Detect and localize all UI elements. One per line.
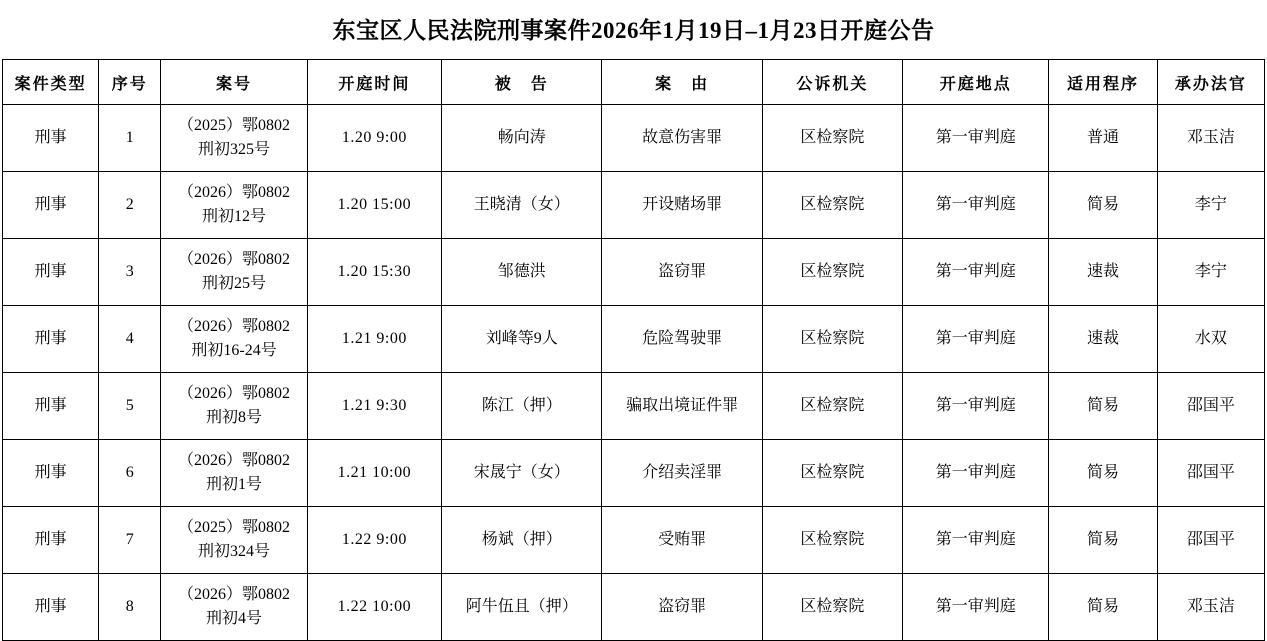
table-row	[3, 306, 1265, 373]
cell-hearing-time: 1.20 15:00	[307, 172, 441, 239]
table-row	[3, 574, 1265, 641]
cell-procedure: 简易	[1049, 574, 1157, 641]
case-no-line2: 刑初16-24号	[191, 342, 277, 359]
cell-index: 3	[99, 239, 161, 306]
case-no-line2: 刑初25号	[202, 275, 267, 292]
cell-courtroom: 第一审判庭	[903, 507, 1049, 574]
cell-defendant: 阿牛伍且（押）	[442, 574, 602, 641]
cell-defendant: 宋晟宁（女）	[442, 440, 602, 507]
table-row	[3, 239, 1265, 306]
hearing-schedule-table	[2, 59, 1265, 641]
case-no-line2: 刑初324号	[198, 543, 271, 560]
cell-index: 6	[99, 440, 161, 507]
cell-defendant: 刘峰等9人	[442, 306, 602, 373]
case-no-line1: （2025）鄂0802	[178, 519, 291, 536]
cell-case-type: 刑事	[3, 239, 99, 306]
cell-defendant: 陈江（押）	[442, 373, 602, 440]
table-row	[3, 172, 1265, 239]
cell-defendant: 杨斌（押）	[442, 507, 602, 574]
cell-index: 5	[99, 373, 161, 440]
cell-prosecuting-organ: 区检察院	[762, 239, 902, 306]
table-row	[3, 440, 1265, 507]
case-no-line2: 刑初325号	[198, 141, 271, 158]
cell-prosecuting-organ: 区检察院	[762, 172, 902, 239]
case-no-line2: 刑初1号	[206, 476, 263, 493]
cell-cause: 开设赌场罪	[602, 172, 762, 239]
table-row	[3, 105, 1265, 172]
case-no-line1: （2026）鄂0802	[178, 586, 291, 603]
cell-prosecuting-organ: 区检察院	[762, 507, 902, 574]
cell-case-type: 刑事	[3, 373, 99, 440]
cell-procedure: 简易	[1049, 507, 1157, 574]
cell-courtroom: 第一审判庭	[903, 440, 1049, 507]
cell-defendant: 王晓清（女）	[442, 172, 602, 239]
cell-case-no	[161, 105, 307, 172]
cell-index: 7	[99, 507, 161, 574]
cell-case-type: 刑事	[3, 574, 99, 641]
cell-procedure: 简易	[1049, 172, 1157, 239]
cell-case-no	[161, 306, 307, 373]
cell-hearing-time: 1.20 15:30	[307, 239, 441, 306]
cell-procedure: 速裁	[1049, 239, 1157, 306]
cell-prosecuting-organ: 区检察院	[762, 440, 902, 507]
cell-case-type: 刑事	[3, 105, 99, 172]
cell-procedure: 普通	[1049, 105, 1157, 172]
cell-defendant: 畅向涛	[442, 105, 602, 172]
cell-judge: 邓玉洁	[1157, 574, 1264, 641]
table-body	[3, 105, 1265, 641]
cell-judge: 李宁	[1157, 172, 1264, 239]
cell-index: 1	[99, 105, 161, 172]
cell-courtroom: 第一审判庭	[903, 373, 1049, 440]
column-header-prosecuting-organ: 公诉机关	[762, 60, 902, 105]
column-header-courtroom: 开庭地点	[903, 60, 1049, 105]
cell-cause: 危险驾驶罪	[602, 306, 762, 373]
cell-prosecuting-organ: 区检察院	[762, 373, 902, 440]
table-row	[3, 507, 1265, 574]
cell-prosecuting-organ: 区检察院	[762, 306, 902, 373]
cell-courtroom: 第一审判庭	[903, 105, 1049, 172]
cell-judge: 邵国平	[1157, 440, 1264, 507]
cell-case-no	[161, 172, 307, 239]
case-no-line1: （2026）鄂0802	[178, 251, 291, 268]
column-header-case-no: 案号	[161, 60, 307, 105]
case-no-line1: （2026）鄂0802	[178, 385, 291, 402]
cell-case-no	[161, 440, 307, 507]
cell-procedure: 速裁	[1049, 306, 1157, 373]
cell-case-type: 刑事	[3, 440, 99, 507]
cell-prosecuting-organ: 区检察院	[762, 574, 902, 641]
cell-procedure: 简易	[1049, 440, 1157, 507]
cell-judge: 水双	[1157, 306, 1264, 373]
cell-courtroom: 第一审判庭	[903, 306, 1049, 373]
case-no-line1: （2026）鄂0802	[178, 318, 291, 335]
column-header-index: 序号	[99, 60, 161, 105]
cell-hearing-time: 1.21 10:00	[307, 440, 441, 507]
column-header-hearing-time: 开庭时间	[307, 60, 441, 105]
case-no-line1: （2026）鄂0802	[178, 452, 291, 469]
cell-case-type: 刑事	[3, 172, 99, 239]
cell-cause: 故意伤害罪	[602, 105, 762, 172]
cell-judge: 邵国平	[1157, 373, 1264, 440]
cell-prosecuting-organ: 区检察院	[762, 105, 902, 172]
cell-case-no	[161, 574, 307, 641]
cell-courtroom: 第一审判庭	[903, 239, 1049, 306]
case-no-line2: 刑初8号	[206, 409, 263, 426]
table-header-row	[3, 60, 1265, 105]
cell-hearing-time: 1.22 10:00	[307, 574, 441, 641]
column-header-defendant: 被 告	[442, 60, 602, 105]
cell-hearing-time: 1.22 9:00	[307, 507, 441, 574]
cell-hearing-time: 1.21 9:30	[307, 373, 441, 440]
cell-defendant: 邹德洪	[442, 239, 602, 306]
column-header-judge: 承办法官	[1157, 60, 1264, 105]
cell-hearing-time: 1.21 9:00	[307, 306, 441, 373]
page-title: 东宝区人民法院刑事案件2026年1月19日–1月23日开庭公告	[332, 18, 935, 43]
cell-courtroom: 第一审判庭	[903, 172, 1049, 239]
cell-judge: 邵国平	[1157, 507, 1264, 574]
cell-index: 2	[99, 172, 161, 239]
cell-cause: 盗窃罪	[602, 239, 762, 306]
cell-courtroom: 第一审判庭	[903, 574, 1049, 641]
cell-judge: 李宁	[1157, 239, 1264, 306]
cell-case-no	[161, 373, 307, 440]
cell-case-no	[161, 239, 307, 306]
case-no-line2: 刑初12号	[202, 208, 267, 225]
cell-cause: 受贿罪	[602, 507, 762, 574]
case-no-line1: （2026）鄂0802	[178, 184, 291, 201]
cell-index: 8	[99, 574, 161, 641]
case-no-line2: 刑初4号	[206, 610, 263, 627]
table-row	[3, 373, 1265, 440]
cell-case-type: 刑事	[3, 507, 99, 574]
column-header-cause: 案 由	[602, 60, 762, 105]
cell-case-type: 刑事	[3, 306, 99, 373]
cell-procedure: 简易	[1049, 373, 1157, 440]
column-header-procedure: 适用程序	[1049, 60, 1157, 105]
cell-cause: 骗取出境证件罪	[602, 373, 762, 440]
case-no-line1: （2025）鄂0802	[178, 117, 291, 134]
cell-cause: 介绍卖淫罪	[602, 440, 762, 507]
cell-cause: 盗窃罪	[602, 574, 762, 641]
cell-hearing-time: 1.20 9:00	[307, 105, 441, 172]
cell-case-no	[161, 507, 307, 574]
cell-judge: 邓玉洁	[1157, 105, 1264, 172]
cell-index: 4	[99, 306, 161, 373]
column-header-case-type: 案件类型	[3, 60, 99, 105]
